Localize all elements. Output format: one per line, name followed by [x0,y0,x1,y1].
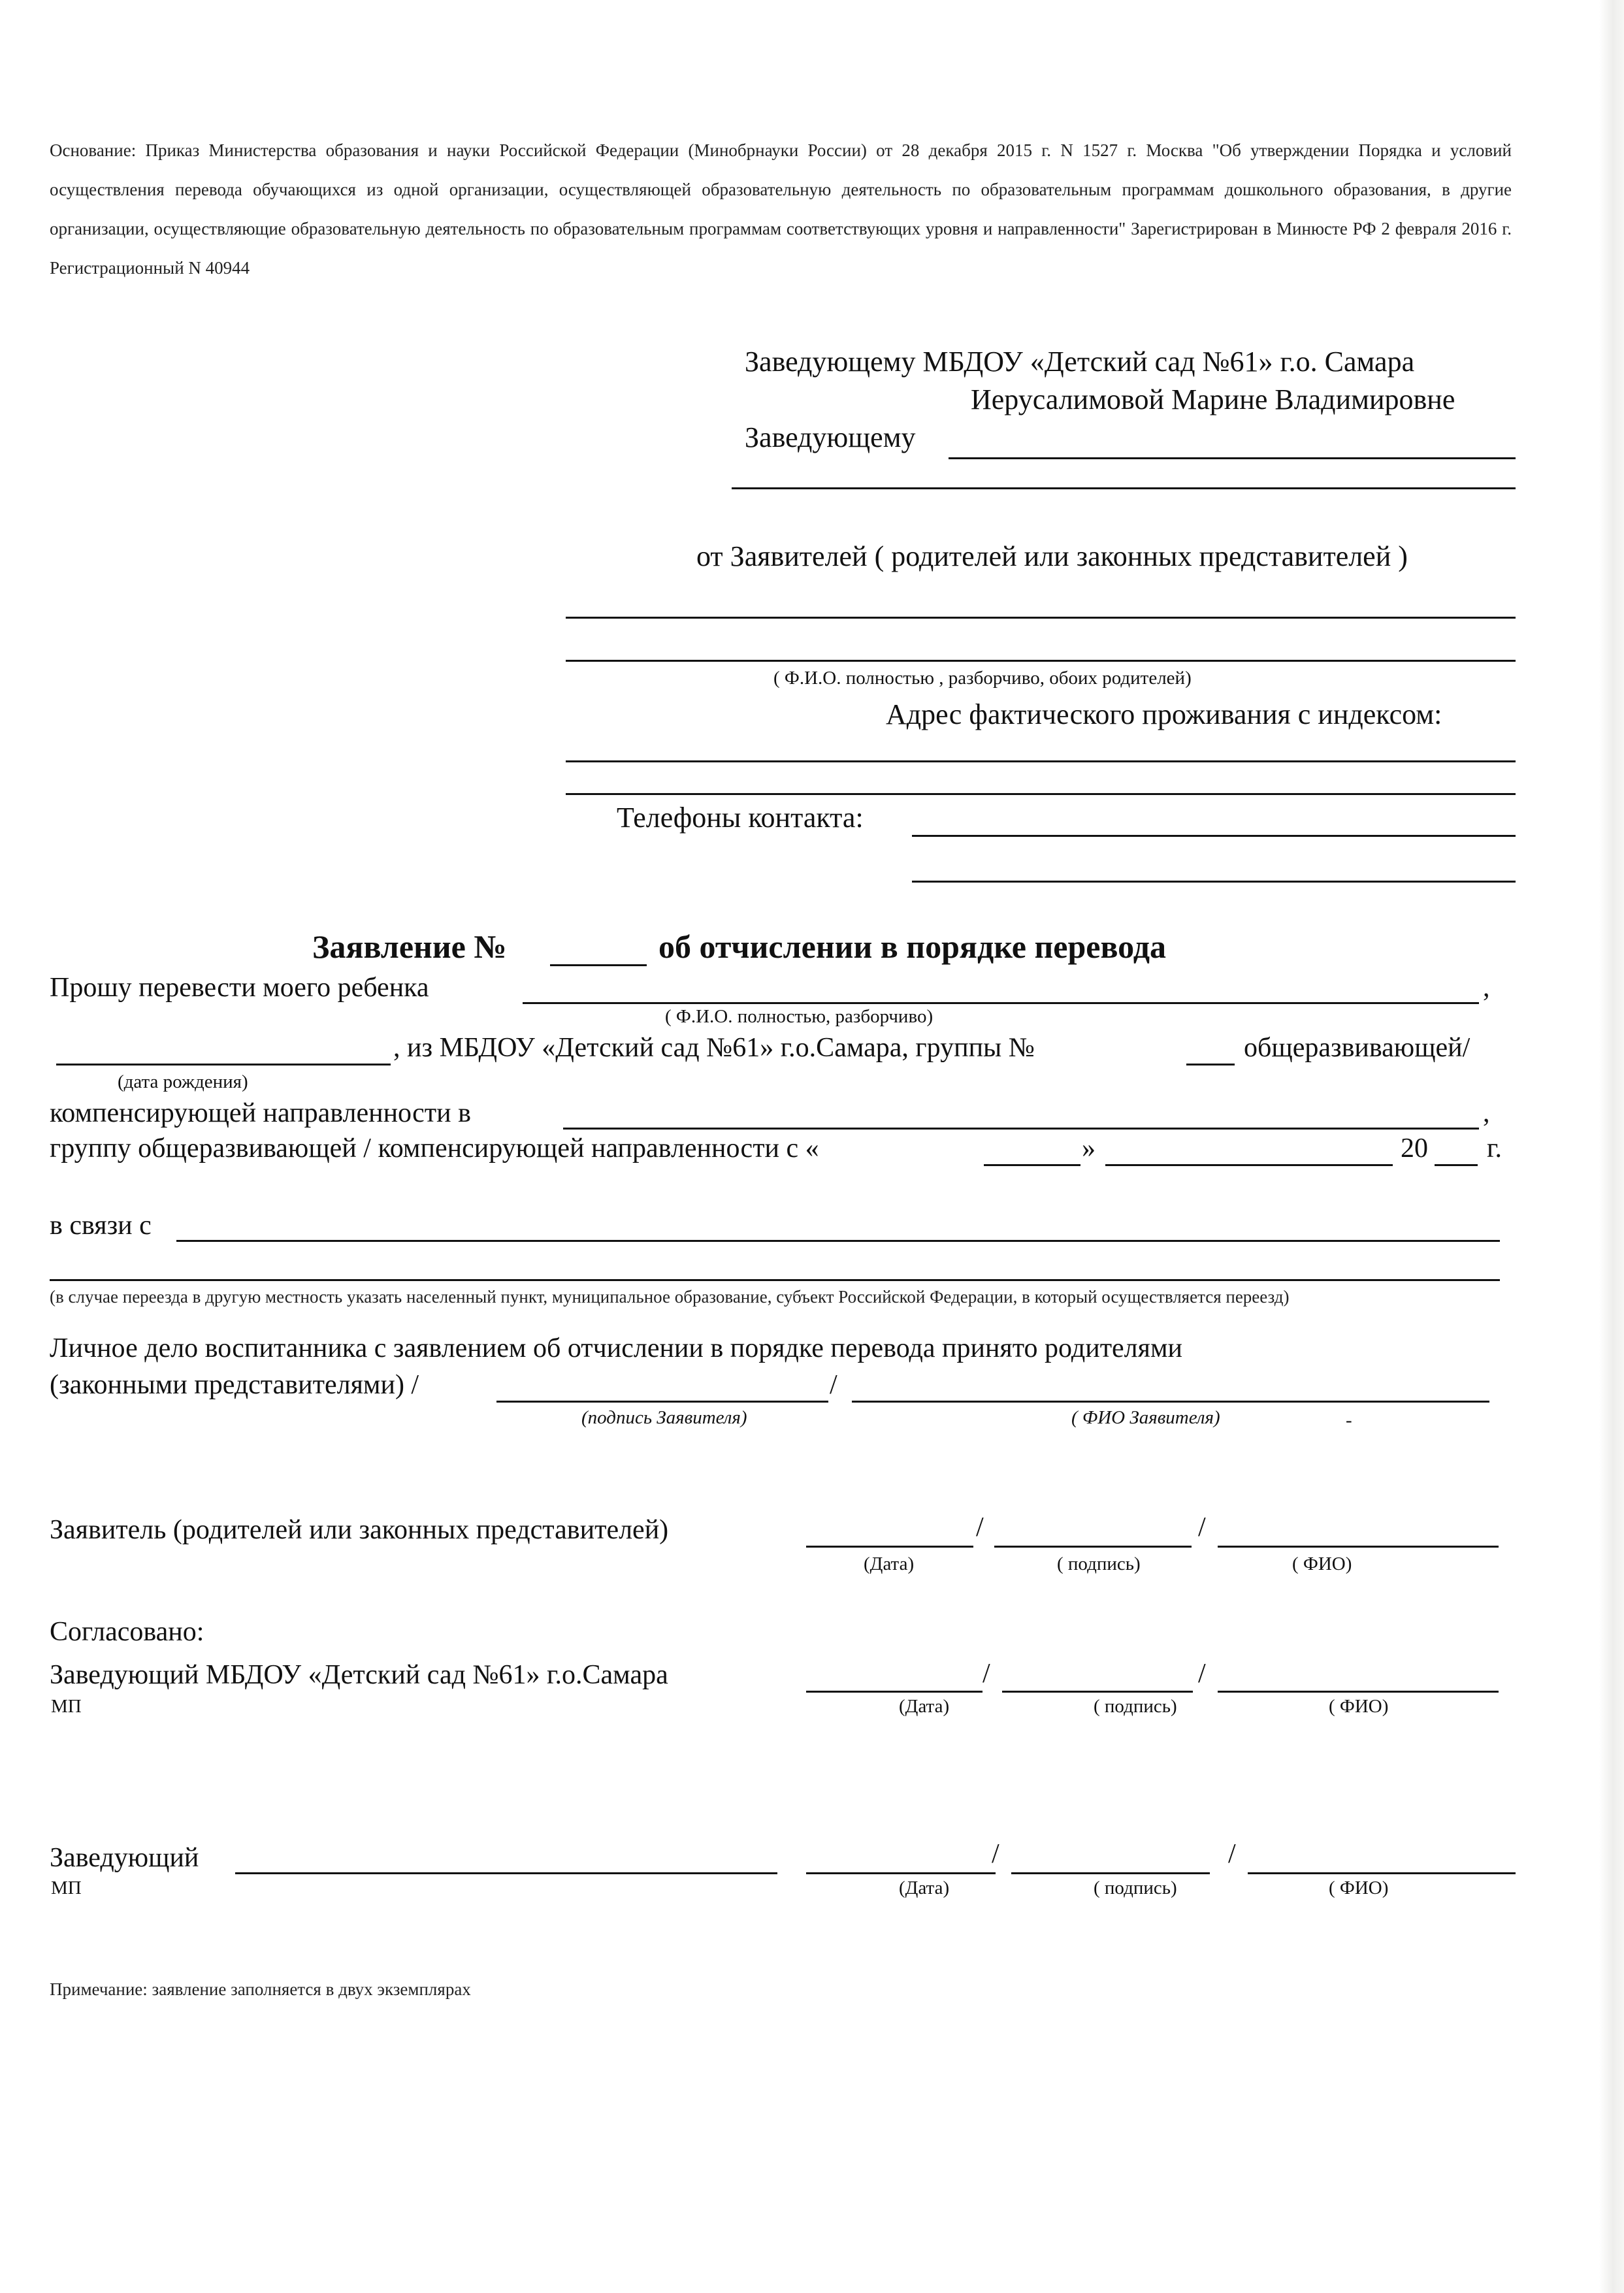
sig-slash-3: / [983,1659,990,1689]
from-kindergarten-text: , из МБДОУ «Детский сад №61» г.о.Самара, группы № [393,1033,1035,1063]
applicant-signature-field[interactable] [994,1546,1192,1548]
head2-sign-caption: ( подпись) [1094,1878,1177,1898]
head2-date-caption: (Дата) [899,1878,950,1898]
compensating-label: компенсирующей направленности в [50,1098,471,1128]
head2-date-field[interactable] [806,1872,996,1874]
footnote: Примечание: заявление заполняется в двух экземплярах [50,1979,471,1999]
applicant-fio-caption-2: ( ФИО) [1292,1553,1352,1574]
sig-slash-6: / [1228,1839,1236,1869]
head2-signature-field[interactable] [1011,1872,1210,1874]
reason-field-2[interactable] [50,1279,1500,1281]
child-name-field[interactable] [523,1002,1479,1004]
title-right: об отчислении в порядке перевода [658,928,1167,965]
group-label: группу общеразвивающей / компенсирующей направленности с « [50,1133,819,1163]
applicant-fio-sign-field[interactable] [1218,1546,1499,1548]
scan-edge-shadow [1599,0,1624,2293]
head2-label: Заведующий [50,1843,199,1873]
personal-file-line-1: Личное дело воспитанника с заявлением об отчислении в порядке перевода принято родителями [50,1333,1183,1363]
applicant-fio-caption: ( ФИО Заявителя) [1071,1407,1220,1428]
applicants-fill-line-2[interactable] [566,660,1516,662]
address-fill-line-1[interactable] [566,760,1516,762]
head-date-caption: (Дата) [899,1696,950,1717]
mp-label-2: МП [51,1878,82,1898]
fio-caption: ( Ф.И.О. полностью , разборчиво, обоих родителей) [773,668,1192,689]
applicant-sign-caption-2: ( подпись) [1057,1553,1141,1574]
slash: / [830,1370,837,1400]
application-number-field[interactable] [550,964,647,966]
destination-org-field[interactable] [563,1128,1479,1130]
head2-fio-field[interactable] [1248,1872,1516,1874]
addressee-line-3: Заведующему [745,421,916,453]
addressee-line-2: Иерусалимовой Марине Владимировне [971,383,1455,415]
head-sign-caption: ( подпись) [1094,1696,1177,1717]
phones-label: Телефоны контакта: [617,802,864,834]
head-signature-field[interactable] [1002,1691,1193,1693]
birth-date-field[interactable] [56,1064,391,1065]
quote-close: » [1082,1133,1096,1163]
birth-date-caption: (дата рождения) [118,1071,248,1092]
year-suffix: г. [1487,1133,1502,1163]
addressee-line-1: Заведующему МБДОУ «Детский сад №61» г.о. Самара [745,346,1415,378]
title-left: Заявление № [312,928,507,965]
applicant-date-field[interactable] [806,1546,973,1548]
addressee-fill-line-2[interactable] [732,487,1516,489]
head-fio-caption: ( ФИО) [1329,1696,1389,1717]
address-fill-line-2[interactable] [566,793,1516,795]
applicant-sign-caption: (подпись Заявителя) [581,1407,747,1428]
phones-fill-line-2[interactable] [912,881,1516,883]
group-number-field[interactable] [1186,1064,1235,1065]
basis-paragraph: Основание: Приказ Министерства образования и науки Российской Федерации (Минобрнауки России) от 28 декабря 2015 г. N 1527 г. Москва "Об утверждении Порядка и условий осуществления перевода обучающихся из одной организации, осуществляющей образовательную деятельность по образовательным программам дошкольного образования, в другие организации, осуществляющие образовательную деятельность по образовательным программам соответствующих уровня и направленности" Зарегистрирован в Минюсте РФ 2 февраля 2016 г. Регистрационный N 40944 [50,140,1512,278]
day-field[interactable] [984,1164,1080,1166]
child-name-caption: ( Ф.И.О. полностью, разборчиво) [665,1006,934,1027]
head-label: Заведующий МБДОУ «Детский сад №61» г.о.Самара [50,1660,668,1690]
stray-dash: - [1346,1410,1352,1431]
mp-label-1: МП [51,1696,82,1717]
head-date-field[interactable] [806,1691,983,1693]
phones-fill-line-1[interactable] [912,835,1516,837]
head-fio-field[interactable] [1218,1691,1499,1693]
general-developing-text: общеразвивающей/ [1244,1033,1470,1063]
head2-fio-caption: ( ФИО) [1329,1878,1389,1898]
applicant-date-caption: (Дата) [864,1553,915,1574]
sig-slash-1: / [976,1512,984,1542]
reason-field[interactable] [176,1240,1500,1242]
applicant-label: Заявитель (родителей или законных представителей) [50,1515,669,1545]
sig-slash-5: / [992,1839,999,1869]
relocation-note: (в случае переезда в другую местность указать населенный пункт, муниципальное образование, субъект Российской Федерации, в который осуществляется переезд) [50,1287,1290,1307]
request-label: Прошу перевести моего ребенка [50,973,429,1003]
year-prefix: 20 [1401,1133,1428,1163]
reason-label: в связи с [50,1211,152,1241]
comma: , [1483,973,1490,1003]
addressee-fill-line[interactable] [949,457,1516,459]
address-label: Адрес фактического проживания с индексом: [886,698,1442,730]
from-applicants-label: от Заявителей ( родителей или законных представителей ) [696,540,1408,572]
personal-file-line-2: (законными представителями) / [50,1370,419,1400]
year-field[interactable] [1435,1164,1478,1166]
agreed-label: Согласовано: [50,1617,204,1647]
applicants-fill-line-1[interactable] [566,617,1516,619]
comma-2: , [1483,1098,1490,1128]
head2-name-field[interactable] [235,1872,777,1874]
sig-slash-2: / [1198,1512,1206,1542]
sig-slash-4: / [1198,1659,1206,1689]
applicant-fio-field[interactable] [852,1401,1489,1403]
month-field[interactable] [1105,1164,1393,1166]
applicant-sign-field[interactable] [496,1401,828,1403]
